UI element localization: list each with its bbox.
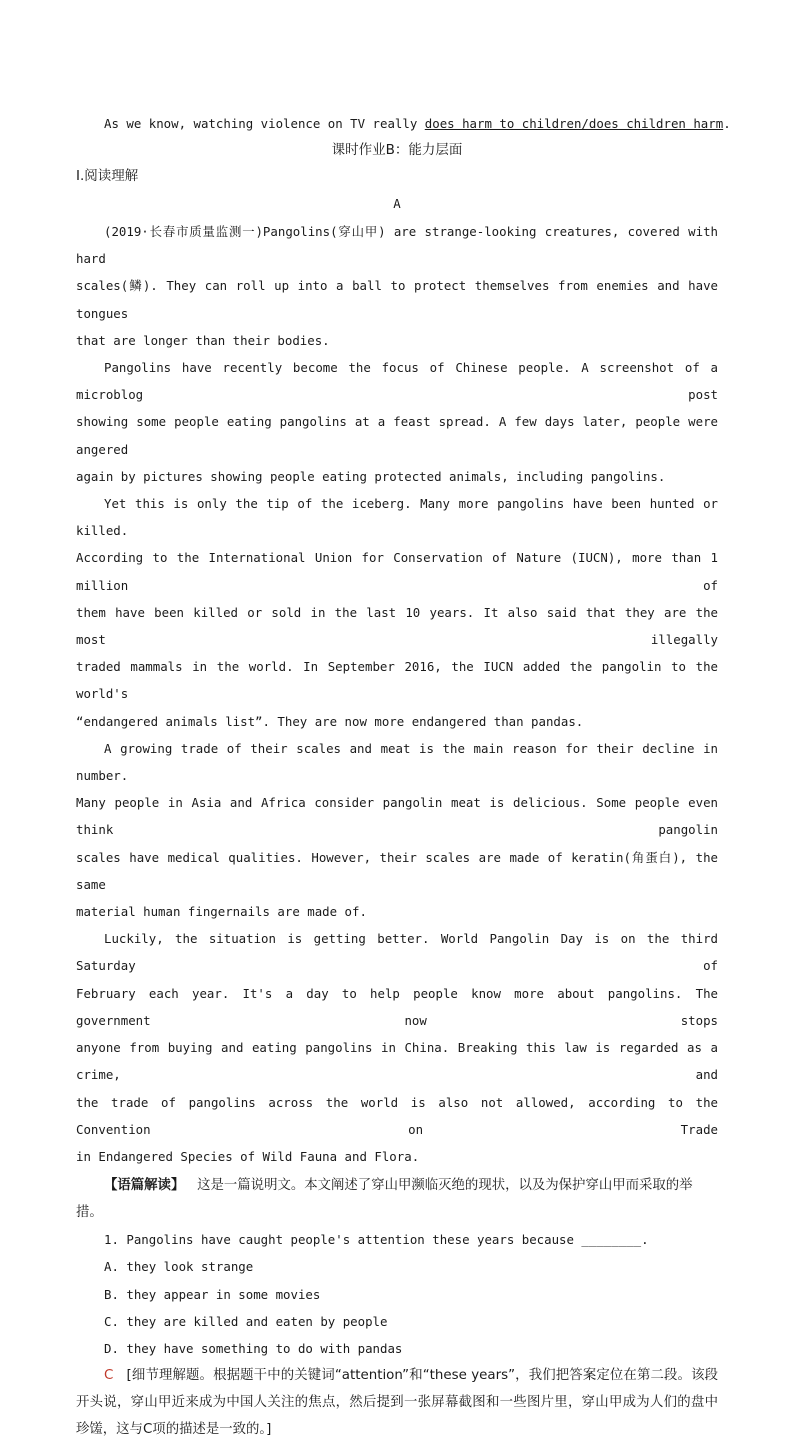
intro-underlined-answer: does harm to children/does children harm: [424, 116, 724, 131]
passage-line: in Endangered Species of Wild Fauna and Flora.: [76, 1148, 420, 1164]
passage-line: A growing trade of their scales and meat is the main reason for their decline in number.: [76, 740, 718, 784]
passage-line: Many people in Asia and Africa consider pangolin meat is delicious. Some people even think pangolin: [76, 795, 718, 838]
passage-line: Pangolins have recently become the focus of Chinese people. A screenshot of a microblog post: [76, 360, 718, 403]
analysis-tag: 【语篇解读】: [104, 1178, 185, 1194]
document-page: [76, 110, 731, 1443]
page-title: 课时作业B：能力层面: [331, 142, 463, 158]
passage-line: scales(鳞). They can roll up into a ball to protect themselves from enemies and have tongues: [76, 278, 718, 321]
question-block: [76, 1226, 718, 1362]
analysis-text: 这是一篇说明文。本文阐述了穿山甲濒临灭绝的现状，以及为保护穿山甲而采取的举措。: [76, 1178, 693, 1221]
passage-line: that are longer than their bodies.: [76, 332, 330, 348]
answer-explanation: [76, 1362, 718, 1443]
question-stem: 1. Pangolins have caught people's attention these years because ________.: [104, 1232, 649, 1248]
passage-line: the trade of pangolins across the world is also not allowed, according to the Convention on Trade: [76, 1094, 718, 1137]
passage-line: again by pictures showing people eating protected animals, including pangolins.: [76, 468, 666, 484]
answer-text: [细节理解题。根据题干中的关键词“attention”和“these years”，我们把答案定位在第二段。该段开头说，穿山甲近来成为中国人关注的焦点，然后提到一张屏幕截图和一些图片里，穿山甲成为人们的盘中珍馐，这与C项的描述是一致的。]: [76, 1368, 718, 1438]
intro-prefix: As we know, watching violence on TV really: [104, 116, 425, 131]
passage-line: Yet this is only the tip of the iceberg. Many more pangolins have been hunted or killed.: [76, 496, 718, 539]
section-heading: Ⅰ.阅读理解: [76, 168, 139, 184]
intro-sentence: [76, 110, 731, 137]
passage: [76, 218, 718, 1170]
option-d: D. they have something to do with pandas: [104, 1340, 403, 1356]
answer-letter: C: [104, 1368, 114, 1384]
passage-line: traded mammals in the world. In September 2016, the IUCN added the pangolin to the world's: [76, 659, 718, 702]
passage-line: Luckily, the situation is getting better. World Pangolin Day is on the third Saturday of: [76, 931, 718, 974]
passage-line: “endangered animals list”. They are now more endangered than pandas.: [76, 713, 584, 729]
option-c: C. they are killed and eaten by people: [104, 1313, 388, 1329]
option-b: B. they appear in some movies: [104, 1286, 321, 1302]
intro-suffix: .: [723, 116, 731, 131]
passage-line: anyone from buying and eating pangolins in China. Breaking this law is regarded as a crime, and: [76, 1040, 718, 1083]
passage-line: showing some people eating pangolins at a feast spread. A few days later, people were angered: [76, 414, 718, 457]
passage-line: material human fingernails are made of.: [76, 904, 367, 920]
discourse-analysis: [76, 1172, 718, 1226]
passage-line: them have been killed or sold in the last 10 years. It also said that they are the most illegally: [76, 604, 718, 648]
passage-line: According to the International Union for Conservation of Nature (IUCN), more than 1 million of: [76, 550, 718, 593]
passage-line: (2019·长春市质量监测一)Pangolins(穿山甲) are strange-looking creatures, covered with hard: [76, 224, 718, 267]
option-a: A. they look strange: [104, 1259, 254, 1275]
passage-letter: A: [393, 196, 401, 211]
passage-line: February each year. It's a day to help people know more about pangolins. The government now stops: [76, 985, 718, 1028]
passage-line: scales have medical qualities. However, their scales are made of keratin(角蛋白), the same: [76, 849, 718, 892]
